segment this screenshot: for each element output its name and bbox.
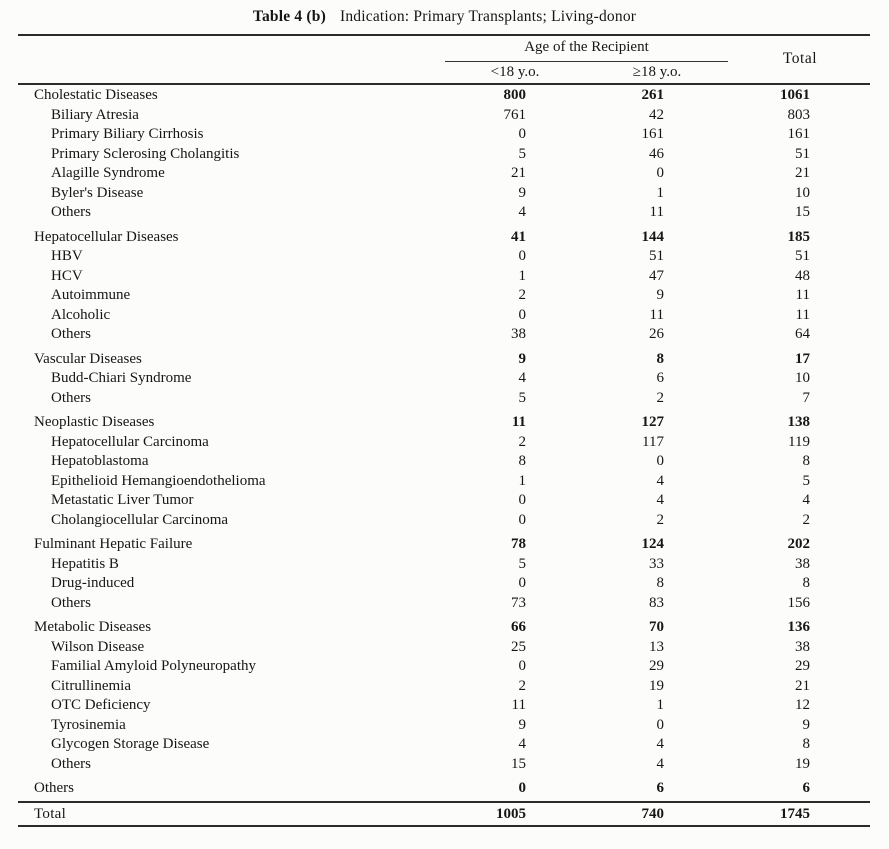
row-label: Vascular Diseases bbox=[34, 350, 142, 367]
row-label: Familial Amyloid Polyneuropathy bbox=[51, 658, 256, 674]
cell-total: 2 bbox=[802, 511, 810, 528]
row-label: Cholangiocellular Carcinoma bbox=[51, 511, 229, 528]
table-row bbox=[18, 267, 870, 287]
row-label: OTC Deficiency bbox=[51, 697, 151, 713]
cell-over18: 124 bbox=[641, 536, 664, 552]
cell-over18: 127 bbox=[641, 414, 664, 430]
cell-under18: 0 bbox=[518, 126, 526, 142]
table-row bbox=[18, 86, 870, 106]
row-label: HCV bbox=[51, 267, 83, 284]
cell-under18: 0 bbox=[518, 306, 526, 323]
cell-over18: 1 bbox=[656, 184, 664, 201]
row-label: Neoplastic Diseases bbox=[34, 414, 155, 430]
table-row-total bbox=[18, 805, 870, 825]
cell-total: 8 bbox=[802, 736, 810, 752]
cell-total: 4 bbox=[802, 492, 810, 508]
table-row bbox=[18, 228, 870, 248]
cell-under18: 2 bbox=[518, 287, 526, 303]
cell-total: 48 bbox=[795, 267, 810, 284]
cell-over18: 47 bbox=[649, 267, 664, 284]
table-row bbox=[18, 452, 870, 472]
row-label: Byler's Disease bbox=[51, 184, 144, 201]
cell-total: 202 bbox=[787, 536, 810, 552]
table-row bbox=[18, 145, 870, 165]
cell-total: 8 bbox=[802, 575, 810, 591]
row-label: Epithelioid Hemangioendothelioma bbox=[51, 472, 266, 489]
table-row bbox=[18, 638, 870, 658]
cell-over18: 2 bbox=[656, 389, 664, 406]
cell-over18: 161 bbox=[641, 126, 664, 142]
table-row bbox=[18, 369, 870, 389]
row-label: Glycogen Storage Disease bbox=[51, 736, 210, 752]
table-row bbox=[18, 511, 870, 531]
cell-over18: 117 bbox=[642, 433, 664, 450]
cell-under18: 761 bbox=[503, 106, 526, 123]
cell-under18: 1 bbox=[518, 267, 526, 284]
row-label: Metabolic Diseases bbox=[34, 619, 152, 635]
row-label: Primary Biliary Cirrhosis bbox=[51, 126, 204, 142]
cell-total: 10 bbox=[795, 370, 810, 386]
cell-total: 21 bbox=[795, 677, 810, 694]
cell-total: 51 bbox=[795, 145, 810, 162]
row-label: Primary Sclerosing Cholangitis bbox=[51, 145, 240, 162]
cell-over18: 46 bbox=[649, 145, 664, 162]
cell-under18: 5 bbox=[518, 145, 526, 162]
cell-total: 5 bbox=[802, 472, 810, 489]
cell-under18: 25 bbox=[511, 638, 526, 655]
cell-total: 10 bbox=[795, 184, 810, 201]
table-row bbox=[18, 389, 870, 409]
cell-over18: 42 bbox=[649, 106, 664, 123]
cell-under18: 4 bbox=[518, 204, 526, 220]
table-row bbox=[18, 491, 870, 511]
table-caption: Indication: Primary Transplants; Living-donor bbox=[339, 8, 637, 25]
row-label: Others bbox=[51, 389, 91, 406]
table-row bbox=[18, 472, 870, 492]
cell-total: 6 bbox=[802, 780, 810, 796]
header-col-under18: <18 y.o. bbox=[490, 64, 540, 80]
cell-total: 119 bbox=[788, 433, 810, 450]
cell-over18: 9 bbox=[656, 287, 664, 303]
cell-over18: 11 bbox=[649, 306, 664, 323]
table-row bbox=[18, 247, 870, 267]
cell-over18: 83 bbox=[649, 594, 664, 611]
cell-over18: 2 bbox=[656, 511, 664, 528]
cell-under18: 0 bbox=[518, 492, 526, 508]
cell-under18: 38 bbox=[511, 326, 526, 342]
rule-under-age-span bbox=[445, 61, 728, 62]
rule-above-total bbox=[18, 801, 870, 803]
cell-under18: 0 bbox=[518, 575, 526, 591]
cell-over18: 4 bbox=[656, 472, 664, 489]
row-label: Others bbox=[51, 594, 91, 611]
cell-total: 38 bbox=[795, 638, 810, 655]
cell-total: 64 bbox=[795, 326, 810, 342]
cell-total: 11 bbox=[795, 306, 810, 323]
cell-total: 8 bbox=[802, 453, 810, 469]
table-row bbox=[18, 755, 870, 775]
cell-under18: 5 bbox=[518, 555, 526, 572]
row-label: Others bbox=[51, 755, 91, 772]
cell-over18: 0 bbox=[656, 716, 664, 733]
cell-over18: 13 bbox=[649, 638, 664, 655]
row-label: Autoimmune bbox=[51, 287, 131, 303]
table-row bbox=[18, 286, 870, 306]
cell-under18: 9 bbox=[518, 184, 526, 201]
cell-over18: 6 bbox=[656, 780, 664, 796]
row-label: Tyrosinemia bbox=[51, 716, 126, 733]
cell-under18: 8 bbox=[518, 453, 526, 469]
cell-total: 19 bbox=[795, 755, 810, 772]
cell-total: 12 bbox=[795, 697, 810, 713]
row-label: Fulminant Hepatic Failure bbox=[34, 536, 193, 552]
cell-over18: 0 bbox=[656, 165, 664, 181]
cell-over18: 740 bbox=[641, 805, 664, 822]
cell-under18: 11 bbox=[511, 414, 526, 430]
table-row bbox=[18, 106, 870, 126]
cell-over18: 1 bbox=[656, 697, 664, 713]
cell-under18: 0 bbox=[518, 248, 526, 264]
table-row bbox=[18, 696, 870, 716]
header-col-over18: ≥18 y.o. bbox=[632, 64, 682, 80]
cell-under18: 11 bbox=[511, 697, 526, 713]
cell-total: 51 bbox=[795, 248, 810, 264]
cell-under18: 4 bbox=[518, 736, 526, 752]
row-label: Biliary Atresia bbox=[51, 106, 139, 123]
table-row bbox=[18, 413, 870, 433]
row-label: Total bbox=[34, 805, 67, 822]
cell-over18: 33 bbox=[649, 555, 664, 572]
cell-under18: 9 bbox=[518, 716, 526, 733]
table-row bbox=[18, 433, 870, 453]
cell-over18: 26 bbox=[649, 326, 664, 342]
page-title bbox=[0, 8, 889, 26]
cell-total: 29 bbox=[795, 658, 810, 674]
cell-under18: 2 bbox=[518, 677, 526, 694]
table-row bbox=[18, 657, 870, 677]
cell-under18: 0 bbox=[518, 658, 526, 674]
cell-total: 38 bbox=[795, 555, 810, 572]
cell-under18: 41 bbox=[511, 228, 526, 245]
row-label: Hepatocellular Diseases bbox=[34, 228, 179, 245]
cell-under18: 4 bbox=[518, 370, 526, 386]
cell-over18: 6 bbox=[656, 370, 664, 386]
cell-total: 11 bbox=[795, 287, 810, 303]
table-row bbox=[18, 618, 870, 638]
cell-under18: 73 bbox=[511, 594, 526, 611]
row-label: HBV bbox=[51, 248, 83, 264]
row-label: Others bbox=[34, 780, 74, 796]
cell-over18: 0 bbox=[656, 453, 664, 469]
cell-under18: 9 bbox=[518, 350, 526, 367]
table-row bbox=[18, 306, 870, 326]
cell-under18: 1005 bbox=[496, 805, 526, 822]
table-row bbox=[18, 574, 870, 594]
rule-bottom bbox=[18, 825, 870, 827]
table-body bbox=[18, 86, 870, 824]
table-row bbox=[18, 716, 870, 736]
table-row bbox=[18, 325, 870, 345]
cell-over18: 261 bbox=[641, 87, 664, 103]
row-label: Others bbox=[51, 326, 91, 342]
header-age-span: Age of the Recipient bbox=[524, 39, 649, 55]
header-col-total: Total bbox=[782, 50, 818, 67]
cell-over18: 4 bbox=[656, 755, 664, 772]
row-label: Wilson Disease bbox=[51, 638, 145, 655]
cell-total: 15 bbox=[795, 204, 810, 220]
cell-under18: 15 bbox=[511, 755, 526, 772]
cell-under18: 2 bbox=[518, 433, 526, 450]
rule-top bbox=[18, 34, 870, 36]
cell-total: 7 bbox=[802, 389, 810, 406]
cell-total: 136 bbox=[787, 619, 810, 635]
cell-over18: 8 bbox=[656, 575, 664, 591]
table-number-label: Table 4 (b) bbox=[252, 8, 326, 25]
row-label: Cholestatic Diseases bbox=[34, 87, 158, 103]
row-label: Alagille Syndrome bbox=[51, 165, 165, 181]
cell-under18: 21 bbox=[511, 165, 526, 181]
cell-under18: 1 bbox=[518, 472, 526, 489]
table-row bbox=[18, 350, 870, 370]
cell-over18: 11 bbox=[649, 204, 664, 220]
row-label: Hepatitis B bbox=[51, 555, 119, 572]
cell-total: 1061 bbox=[780, 87, 810, 103]
row-label: Hepatocellular Carcinoma bbox=[51, 433, 209, 450]
cell-total: 138 bbox=[787, 414, 810, 430]
table-row bbox=[18, 184, 870, 204]
cell-under18: 66 bbox=[511, 619, 526, 635]
rule-header-body bbox=[18, 83, 870, 85]
table-row bbox=[18, 779, 870, 799]
cell-total: 9 bbox=[802, 716, 810, 733]
table-row bbox=[18, 555, 870, 575]
table-row bbox=[18, 535, 870, 555]
row-label: Metastatic Liver Tumor bbox=[51, 492, 194, 508]
cell-total: 161 bbox=[787, 126, 810, 142]
cell-total: 17 bbox=[795, 350, 810, 367]
row-label: Citrullinemia bbox=[51, 677, 131, 694]
cell-over18: 19 bbox=[649, 677, 664, 694]
cell-under18: 5 bbox=[518, 389, 526, 406]
cell-total: 185 bbox=[787, 228, 810, 245]
cell-over18: 51 bbox=[649, 248, 664, 264]
table-row bbox=[18, 594, 870, 614]
table-row bbox=[18, 164, 870, 184]
table-row bbox=[18, 735, 870, 755]
cell-over18: 29 bbox=[649, 658, 664, 674]
row-label: Alcoholic bbox=[51, 306, 111, 323]
cell-over18: 144 bbox=[641, 228, 664, 245]
cell-under18: 800 bbox=[503, 87, 526, 103]
cell-under18: 0 bbox=[518, 780, 526, 796]
cell-total: 21 bbox=[795, 165, 810, 181]
cell-total: 156 bbox=[787, 594, 810, 611]
cell-total: 1745 bbox=[780, 805, 810, 822]
cell-over18: 70 bbox=[649, 619, 664, 635]
row-label: Hepatoblastoma bbox=[51, 453, 149, 469]
row-label: Drug-induced bbox=[51, 575, 135, 591]
table-row bbox=[18, 203, 870, 223]
cell-over18: 4 bbox=[656, 736, 664, 752]
row-label: Budd-Chiari Syndrome bbox=[51, 370, 192, 386]
cell-under18: 78 bbox=[511, 536, 526, 552]
table-row bbox=[18, 677, 870, 697]
cell-total: 803 bbox=[787, 106, 810, 123]
cell-over18: 4 bbox=[656, 492, 664, 508]
row-label: Others bbox=[51, 204, 91, 220]
cell-under18: 0 bbox=[518, 511, 526, 528]
cell-over18: 8 bbox=[656, 350, 664, 367]
table-row bbox=[18, 125, 870, 145]
